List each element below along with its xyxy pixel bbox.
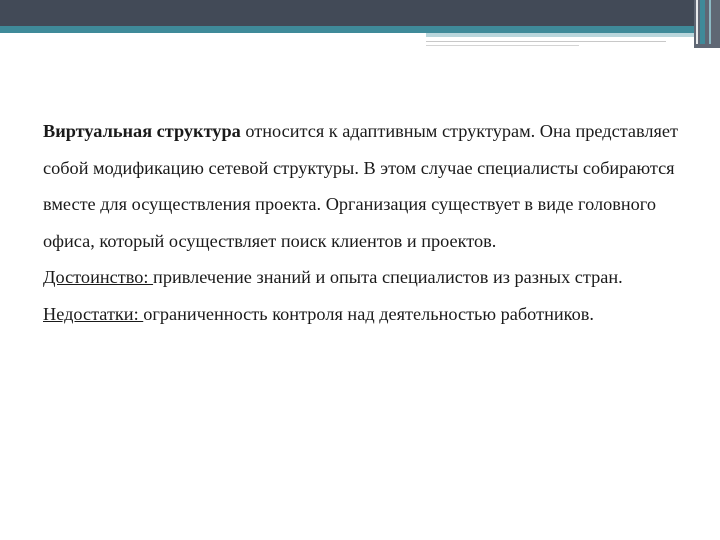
definition-text: относится к адаптивным структурам. Она представляет собой модификацию сетевой структуры. В этом случае специалисты собираются вместе для осуществления проекта. Организация существует в виде головного офиса, который осуществляет поиск клиентов и проектов.	[43, 121, 679, 251]
disadvantage-label: Недостатки:	[43, 303, 144, 324]
header-accent-band	[0, 26, 720, 33]
advantage-paragraph	[43, 259, 703, 296]
term-heading: Виртуальная структура	[43, 121, 241, 141]
corner-decoration-stripe	[696, 0, 698, 44]
corner-decoration-stripe	[709, 0, 711, 44]
slide-body	[43, 113, 703, 332]
disadvantage-text: ограниченность контроля над деятельностью работников.	[143, 303, 594, 324]
definition-paragraph	[43, 113, 703, 259]
header-decor-line	[426, 41, 666, 42]
advantage-label: Достоинство:	[43, 267, 154, 287]
header-accent-light	[426, 33, 720, 37]
corner-decoration-stripe	[700, 0, 705, 44]
header-decor-line	[426, 45, 579, 46]
advantage-text: привлечение знаний и опыта специалистов из разных стран.	[153, 267, 623, 287]
header-bar	[0, 0, 720, 26]
disadvantage-paragraph	[43, 296, 703, 333]
